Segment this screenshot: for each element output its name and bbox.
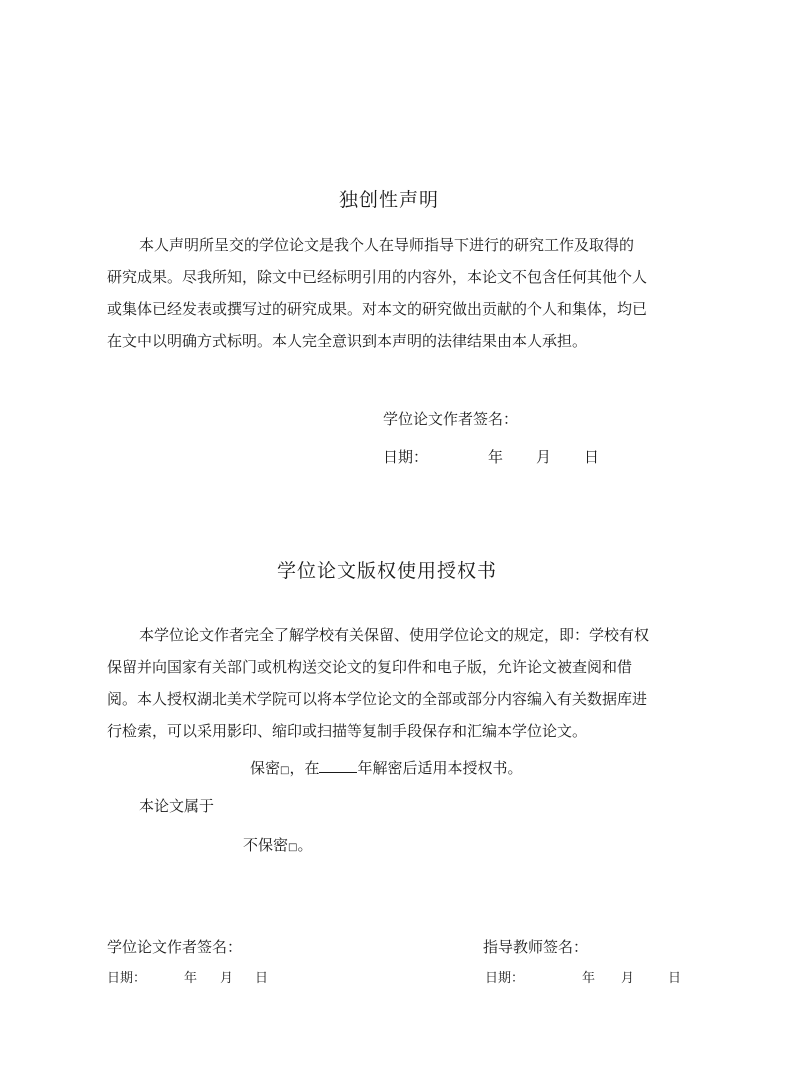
declaration-line-4: 在文中以明确方式标明。本人完全意识到本声明的法律结果由本人承担。: [107, 332, 588, 350]
advisor-day-label: 日: [668, 971, 682, 986]
confidential-checkbox[interactable]: □: [280, 765, 290, 776]
not-confidential-period: 。: [297, 836, 313, 854]
advisor-signature-label: 指导教师签名：: [483, 938, 589, 956]
author-month-label: 月: [220, 971, 234, 986]
declaration-line-1: 本人声明所呈交的学位论文是我个人在导师指导下进行的研究工作及取得的: [139, 236, 635, 254]
not-confidential-option: [243, 834, 312, 855]
declaration-signature-label: 学位论文作者签名：: [383, 410, 519, 428]
belongs-label: 本论文属于: [139, 797, 215, 815]
advisor-date-label: 日期：: [485, 971, 525, 986]
declaration-title: 独创性声明: [339, 189, 440, 211]
advisor-year-label: 年: [582, 971, 596, 986]
declaration-line-3: 或集体已经发表或撰写过的研究成果。对本文的研究做出贡献的个人和集体，均已: [107, 300, 648, 318]
not-confidential-checkbox[interactable]: □: [288, 842, 298, 853]
declaration-month-label: 月: [536, 448, 552, 466]
author-day-label: 日: [255, 971, 269, 986]
author-signature-label: 学位论文作者签名：: [107, 938, 243, 956]
author-date-label: 日期：: [107, 971, 147, 986]
declaration-line-2: 研究成果。尽我所知，除文中已经标明引用的内容外，本论文不包含任何其他个人: [107, 268, 648, 286]
confidential-suffix: 年解密后适用本授权书。: [357, 759, 523, 777]
authorization-line-3: 阅。本人授权湖北美术学院可以将本学位论文的全部或部分内容编入有关数据库进: [107, 690, 648, 708]
authorization-line-1: 本学位论文作者完全了解学校有关保留、使用学位论文的规定，即：学校有权: [139, 626, 650, 644]
declaration-year-label: 年: [488, 448, 504, 466]
confidential-in: ，在: [289, 759, 320, 777]
declaration-date-label: 日期：: [383, 448, 429, 466]
authorization-line-4: 行检索，可以采用影印、缩印或扫描等复制手段保存和汇编本学位论文。: [107, 722, 588, 740]
declaration-day-label: 日: [584, 448, 600, 466]
confidential-label: 保密: [250, 759, 281, 777]
not-confidential-label: 不保密: [243, 836, 289, 854]
advisor-month-label: 月: [621, 971, 635, 986]
author-year-label: 年: [184, 971, 198, 986]
authorization-title: 学位论文版权使用授权书: [277, 560, 498, 582]
authorization-line-2: 保留并向国家有关部门或机构送交论文的复印件和电子版，允许论文被查阅和借: [107, 658, 633, 676]
years-blank[interactable]: [319, 758, 357, 773]
confidential-option: [250, 757, 523, 778]
